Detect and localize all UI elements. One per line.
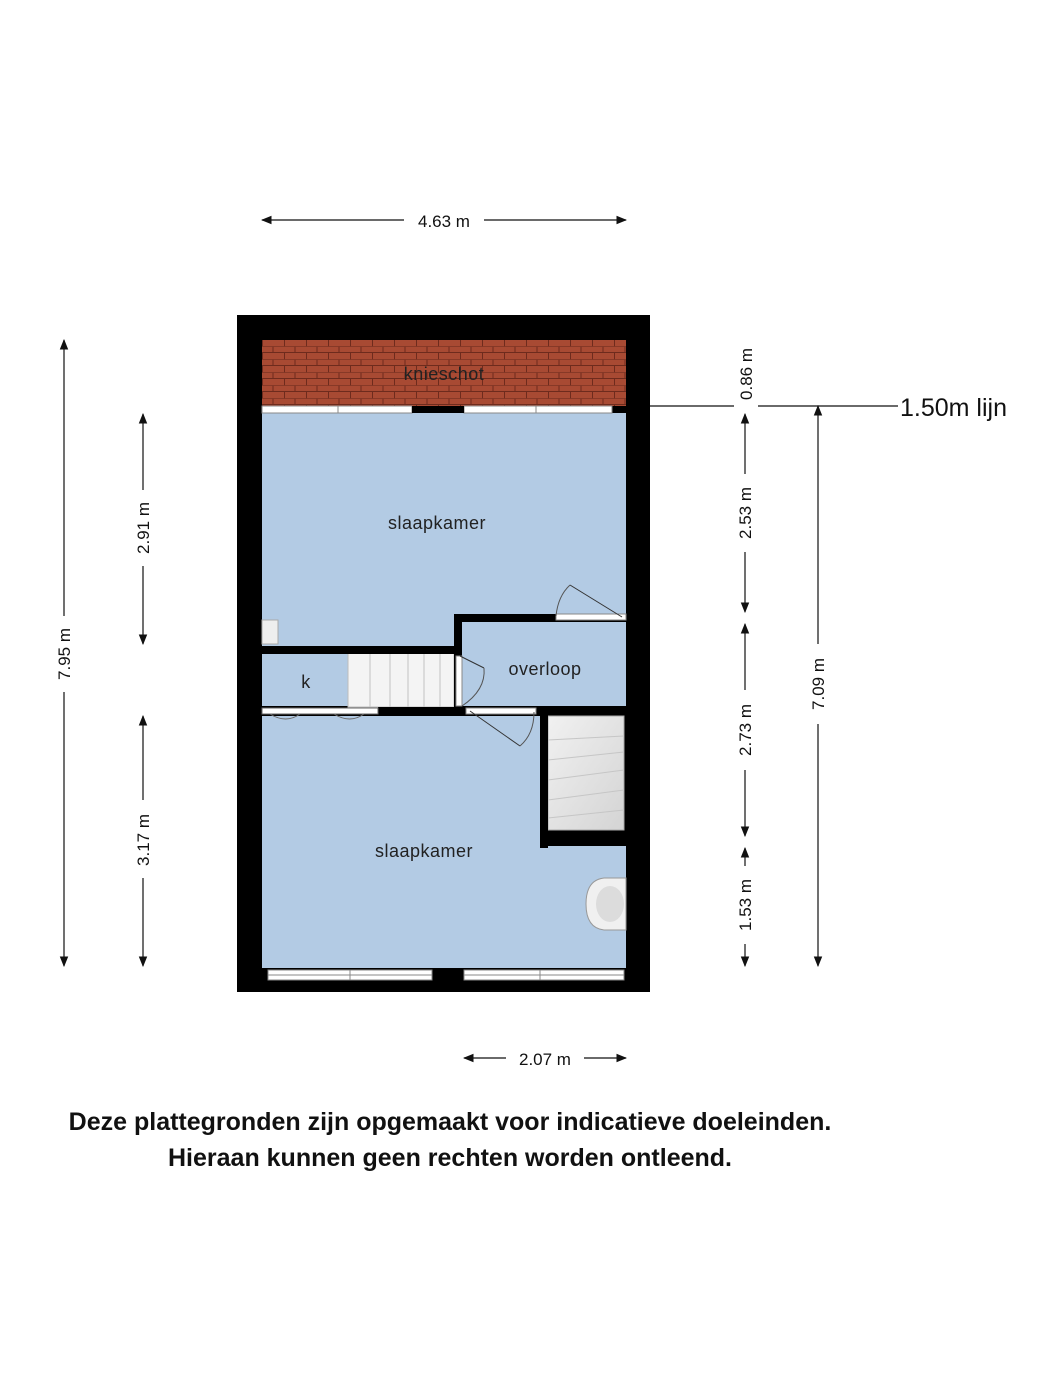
disclaimer-line-2: Hieraan kunnen geen rechten worden ontleend. <box>168 1144 732 1172</box>
stair-lower <box>548 716 624 830</box>
disclaimer-line-1: Deze plattegronden zijn opgemaakt voor indicatieve doeleinden. <box>68 1108 832 1136</box>
room-label-k: k <box>301 672 311 692</box>
dim-left-lower-label: 3.17 m <box>134 814 153 866</box>
cabinet <box>262 620 278 644</box>
room-label-slaapkamer-top: slaapkamer <box>387 513 487 533</box>
dim-right-mid2-label: 2.73 m <box>736 704 755 756</box>
room-label-overloop: overloop <box>508 659 582 679</box>
room-label-knieschot: knieschot <box>403 364 485 384</box>
dim-bottom-width-label: 2.07 m <box>519 1050 571 1069</box>
dim-right-top-label: 0.86 m <box>737 348 756 400</box>
line-150m-label: 1.50m lijn <box>900 394 1007 422</box>
dim-left-upper-label: 2.91 m <box>134 502 153 554</box>
dim-right-outer-label: 7.09 m <box>809 658 828 710</box>
dim-left-total-label: 7.95 m <box>55 628 74 680</box>
washbasin-icon <box>586 878 626 930</box>
stair-upper <box>348 650 454 707</box>
slaapkamer-top-lower-part <box>262 612 454 646</box>
dim-top-width-label: 4.63 m <box>418 212 470 231</box>
dim-right-bottom-label: 1.53 m <box>736 879 755 931</box>
room-label-slaapkamer-bottom: slaapkamer <box>374 841 474 861</box>
dim-right-mid1-label: 2.53 m <box>736 487 755 539</box>
